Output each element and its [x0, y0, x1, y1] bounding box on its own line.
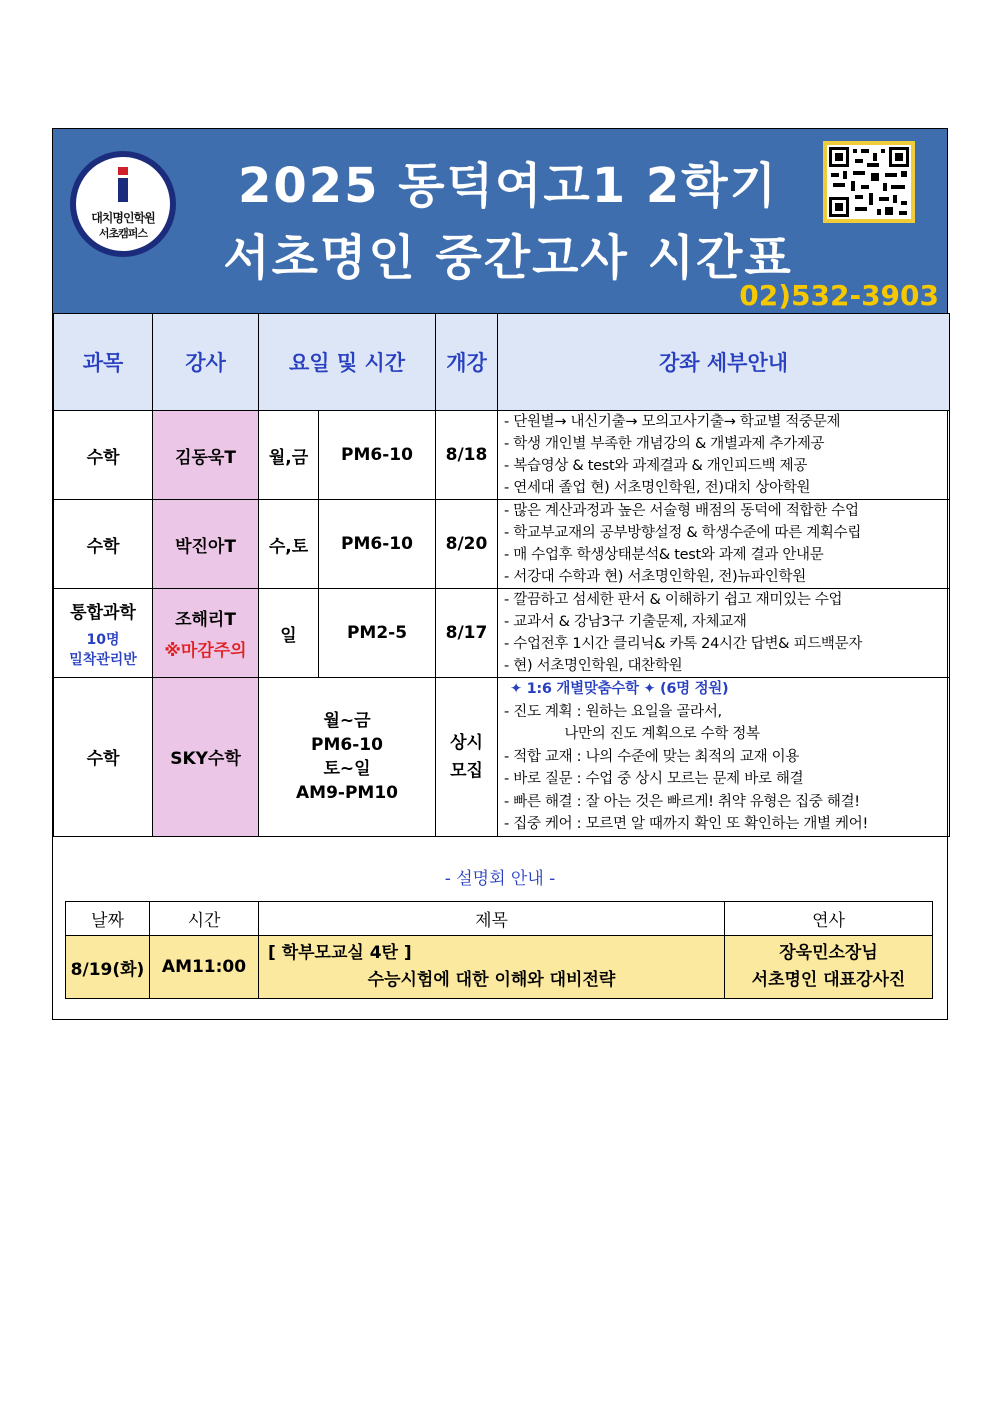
class-type: 밀착관리반 — [69, 651, 137, 668]
speaker-name: 장욱민소장님 — [779, 943, 878, 963]
subject-cell: 수학 — [54, 500, 153, 589]
header-schedule: 요일 및 시간 — [259, 314, 436, 411]
start-cell: 8/18 — [436, 411, 498, 500]
qr-code-icon[interactable] — [823, 141, 915, 223]
table-row — [54, 589, 950, 678]
seminar-row — [66, 936, 933, 999]
detail-cell — [498, 589, 950, 678]
detail-headline: ✦ 1:6 개별맞춤수학 ✦ (6명 정원) — [510, 681, 729, 697]
schedule-line: PM6-10 — [311, 734, 383, 755]
seminar-series: [ 학부모교실 4탄 ] — [268, 943, 412, 963]
start-line: 상시 — [450, 732, 483, 753]
schedule-line: 월~금 — [323, 710, 371, 731]
start-cell: 8/17 — [436, 589, 498, 678]
schedule-cell — [259, 678, 436, 837]
logo-campus: 서초캠퍼스 — [98, 227, 148, 240]
days-cell: 일 — [259, 589, 319, 678]
table-row — [54, 500, 950, 589]
seminar-header-speaker: 연사 — [725, 902, 933, 936]
detail-line: - 학생 개인별 부족한 개념강의 & 개별과제 추가제공 — [504, 436, 825, 452]
header-subject: 과목 — [54, 314, 153, 411]
seminar-header-time: 시간 — [150, 902, 259, 936]
detail-cell — [498, 500, 950, 589]
detail-line: - 단원별→ 내신기출→ 모의고사기출→ 학교별 적중문제 — [504, 414, 841, 430]
speaker-team: 서초명인 대표강사진 — [751, 970, 906, 990]
seminar-heading: - 설명회 안내 - — [444, 869, 556, 889]
detail-cell — [498, 411, 950, 500]
subject-cell: 수학 — [54, 411, 153, 500]
seminar-title-cell — [259, 936, 725, 999]
detail-line: - 교과서 & 강남3구 기출문제, 자체교재 — [504, 614, 747, 630]
course-table — [53, 313, 950, 837]
detail-line: - 연세대 졸업 현) 서초명인학원, 전)대치 상아학원 — [504, 480, 811, 496]
detail-line: - 깔끔하고 섬세한 판서 & 이해하기 쉽고 재미있는 수업 — [504, 592, 843, 608]
page-title-line2: 서초명인 중간고사 시간표 — [223, 230, 793, 286]
table-row — [54, 411, 950, 500]
phone-number: 02)532-3903 — [739, 279, 939, 312]
detail-cell — [498, 678, 950, 837]
header-teacher: 강사 — [153, 314, 259, 411]
subject-cell: 수학 — [54, 678, 153, 837]
timetable-sheet — [52, 128, 948, 1020]
seminar-table — [65, 901, 933, 999]
logo-icon — [112, 167, 134, 203]
schedule-line: 토~일 — [323, 758, 371, 779]
time-cell: PM2-5 — [319, 589, 436, 678]
academy-logo — [70, 151, 176, 257]
detail-line: - 수업전후 1시간 클리닉& 카톡 24시간 답변& 피드백문자 — [504, 636, 863, 652]
closing-notice: ※마감주의 — [164, 641, 247, 661]
seminar-header-row — [66, 902, 933, 936]
detail-line: - 빠른 해결 : 잘 아는 것은 빠르게! 취약 유형은 집중 해결! — [504, 793, 860, 810]
seminar-header-date: 날짜 — [66, 902, 150, 936]
detail-line: - 진도 계획 : 원하는 요일을 골라서, — [504, 703, 722, 720]
header-banner — [53, 129, 947, 313]
detail-line: - 많은 계산과정과 높은 서술형 배점의 동덕에 적합한 수업 — [504, 503, 859, 519]
detail-line: - 매 수업후 학생상태분석& test와 과제 결과 안내문 — [504, 547, 824, 563]
detail-line: - 적합 교재 : 나의 수준에 맞는 최적의 교재 이용 — [504, 748, 800, 765]
page-title-line1: 2025 동덕여고1 2학기 — [237, 158, 779, 214]
seminar-date: 8/19(화) — [66, 936, 150, 999]
header-detail: 강좌 세부안내 — [498, 314, 950, 411]
logo-name: 대치명인학원 — [91, 211, 155, 225]
start-line: 모집 — [450, 760, 483, 781]
table-row — [54, 678, 950, 837]
detail-line: - 현) 서초명인학원, 대찬학원 — [504, 658, 683, 674]
detail-line: - 학교부교재의 공부방향설정 & 학생수준에 따른 계획수립 — [504, 525, 862, 541]
subject-name: 통합과학 — [70, 602, 136, 623]
start-cell: 8/20 — [436, 500, 498, 589]
detail-line: - 복습영상 & test와 과제결과 & 개인피드백 제공 — [504, 458, 808, 474]
seminar-topic: 수능시험에 대한 이해와 대비전략 — [367, 970, 616, 990]
teacher-cell: 박진아T — [153, 500, 259, 589]
detail-line: - 바로 질문 : 수업 중 상시 모르는 문제 바로 해결 — [504, 771, 804, 787]
detail-line: - 집중 케어 : 모르면 알 때까지 확인 또 확인하는 개별 케어! — [504, 816, 868, 832]
detail-line: 나만의 진도 계획으로 수학 정복 — [504, 726, 760, 742]
teacher-cell: SKY수학 — [153, 678, 259, 837]
seminar-speaker-cell — [725, 936, 933, 999]
days-cell: 수,토 — [259, 500, 319, 589]
start-cell — [436, 678, 498, 837]
schedule-line: AM9-PM10 — [296, 782, 398, 803]
days-cell: 월,금 — [259, 411, 319, 500]
table-header-row — [54, 314, 950, 411]
detail-line: - 서강대 수학과 현) 서초명인학원, 전)뉴파인학원 — [504, 569, 806, 585]
seminar-time: AM11:00 — [150, 936, 259, 999]
teacher-name: 조해리T — [175, 610, 236, 630]
seminar-header-title: 제목 — [259, 902, 725, 936]
teacher-cell: 김동욱T — [153, 411, 259, 500]
subject-cell — [54, 589, 153, 678]
time-cell: PM6-10 — [319, 500, 436, 589]
class-size: 10명 — [86, 631, 120, 648]
teacher-cell — [153, 589, 259, 678]
time-cell: PM6-10 — [319, 411, 436, 500]
header-start: 개강 — [436, 314, 498, 411]
